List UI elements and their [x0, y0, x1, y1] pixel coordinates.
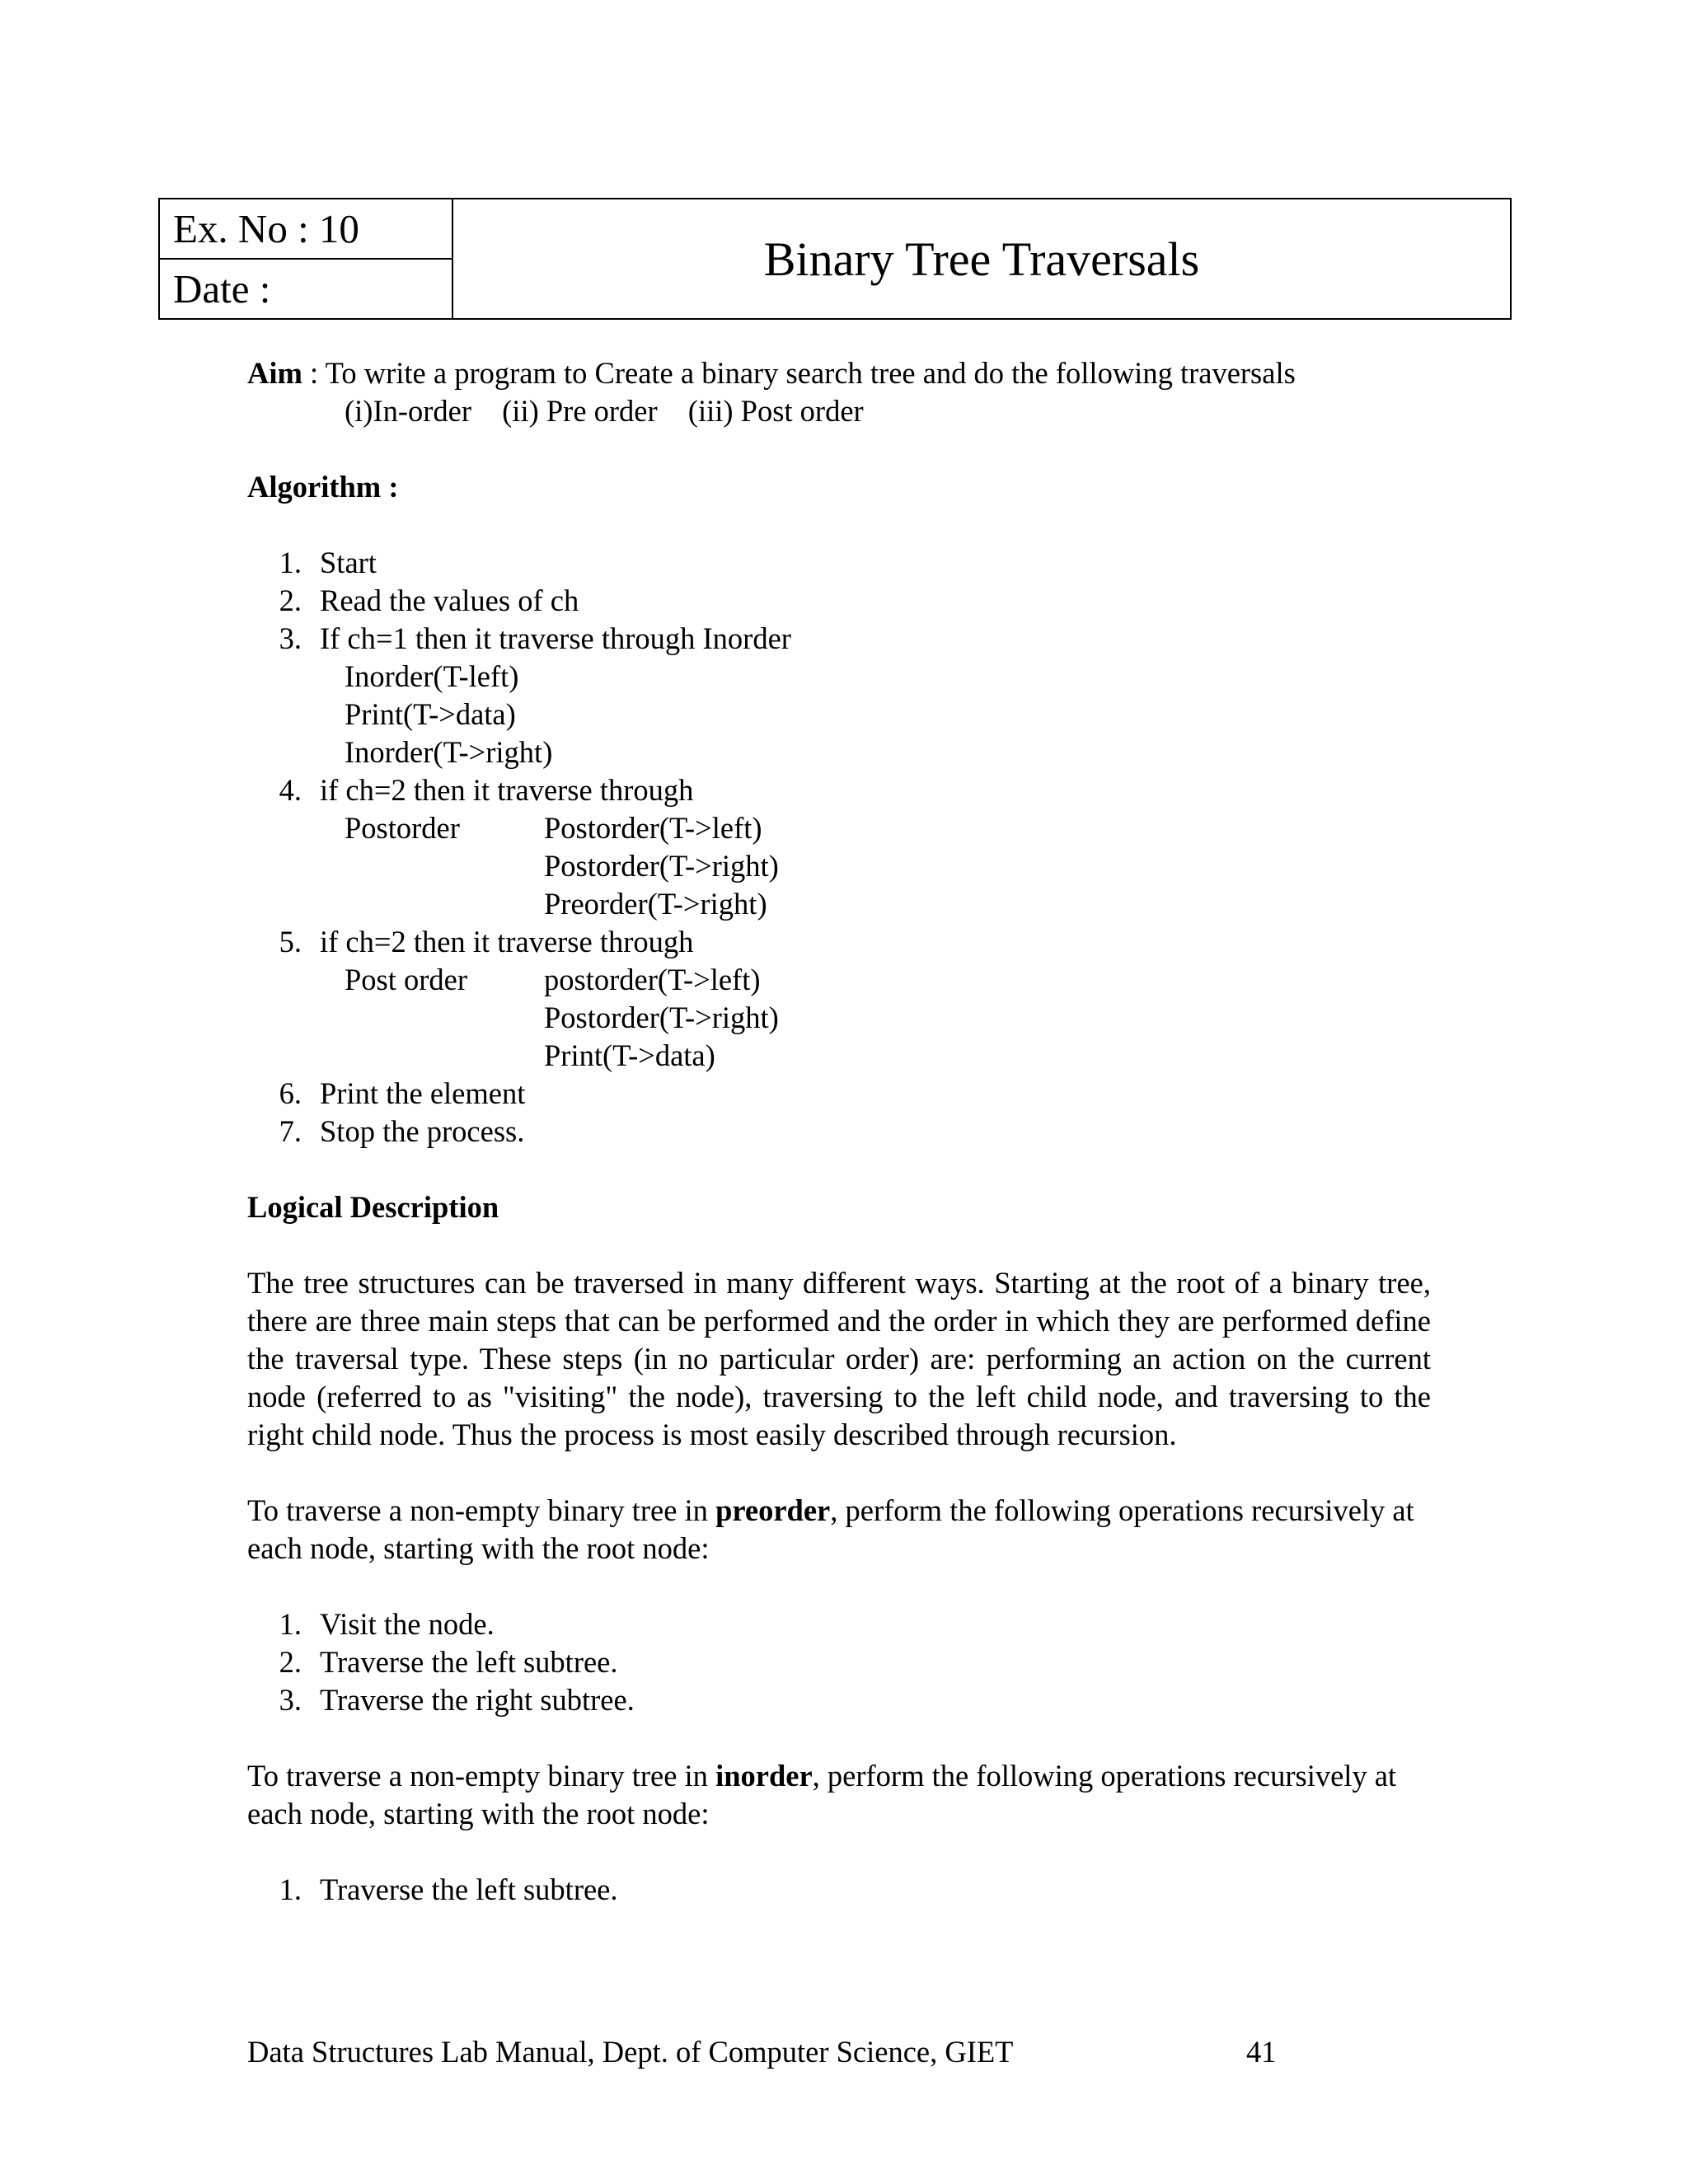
algorithm-step: 5. if ch=2 then it traverse through	[279, 925, 694, 958]
logical-description-heading: Logical Description	[247, 1190, 499, 1224]
inorder-intro: To traverse a non-empty binary tree in inorder, perform the following operations recursively at each node, starting with the root node:	[247, 1759, 1397, 1830]
algorithm-substep: Preorder(T->right)	[544, 887, 767, 921]
inorder-step: 1. Traverse the left subtree.	[279, 1872, 618, 1906]
preorder-step: 3. Traverse the right subtree.	[279, 1683, 635, 1717]
aim-item: (ii) Pre order	[502, 394, 658, 428]
preorder-steps	[247, 1605, 1431, 1719]
aim-item: (i)In-order	[345, 394, 472, 428]
page-number: 41	[1246, 2035, 1277, 2069]
page-title: Binary Tree Traversals	[763, 232, 1200, 286]
algorithm-substep: Inorder(T->right)	[345, 735, 553, 769]
algorithm-substep: Postorder Postorder(T->left)	[345, 811, 762, 845]
header-left-column	[160, 199, 453, 318]
algorithm-substep: Print(T->data)	[544, 1038, 715, 1072]
algorithm-step: 7. Stop the process.	[279, 1114, 525, 1148]
preorder-intro: To traverse a non-empty binary tree in preorder, perform the following operations recursively at each node, starting with the root node:	[247, 1493, 1414, 1565]
algorithm-step: 2. Read the values of ch	[279, 583, 579, 617]
algorithm-step: 4. if ch=2 then it traverse through	[279, 773, 694, 807]
algorithm-substep: Postorder(T->right)	[544, 1001, 779, 1034]
logical-description-paragraph: The tree structures can be traversed in many different ways. Starting at the root of a binary tree, there are three main steps that can be performed and the order in which they are performed define the traversal type. These steps (in no particular order) are: performing an action on the current node (referred to as "visiting" the node), traversing to the left child node, and traversing to the right child node. Thus the process is most easily described through recursion.	[247, 1266, 1431, 1451]
preorder-keyword: preorder	[715, 1493, 831, 1527]
algorithm-substep: Inorder(T-left)	[345, 659, 519, 693]
algorithm-substep: Print(T->data)	[345, 697, 516, 731]
algorithm-step: 6. Print the element	[279, 1076, 526, 1110]
algorithm-step: 3. If ch=1 then it traverse through Inorder	[279, 621, 791, 655]
footer-text: Data Structures Lab Manual, Dept. of Computer Science, GIET	[247, 2035, 1014, 2069]
inorder-keyword: inorder	[715, 1759, 813, 1793]
inorder-steps	[247, 1871, 1431, 1909]
page-footer	[247, 2034, 1319, 2069]
aim-line	[247, 354, 1431, 392]
preorder-step: 2. Traverse the left subtree.	[279, 1645, 618, 1679]
algorithm-heading: Algorithm :	[247, 470, 399, 504]
algorithm-step: 1. Start	[279, 546, 377, 579]
aim-item: (iii) Post order	[687, 394, 864, 428]
preorder-step: 1. Visit the node.	[279, 1607, 495, 1641]
algorithm-substep: Post order postorder(T->left)	[345, 963, 761, 996]
document-body	[247, 354, 1431, 1909]
date-field: Date :	[173, 266, 271, 312]
exercise-number: Ex. No : 10	[160, 199, 452, 260]
algorithm-substep: Postorder(T->right)	[544, 849, 779, 883]
aim-text: : To write a program to Create a binary search tree and do the following traversals	[302, 356, 1296, 390]
aim-traversal-list	[247, 392, 1431, 430]
algorithm-list	[247, 544, 1431, 1151]
header-table	[158, 198, 1512, 320]
aim-label: Aim	[247, 356, 302, 390]
